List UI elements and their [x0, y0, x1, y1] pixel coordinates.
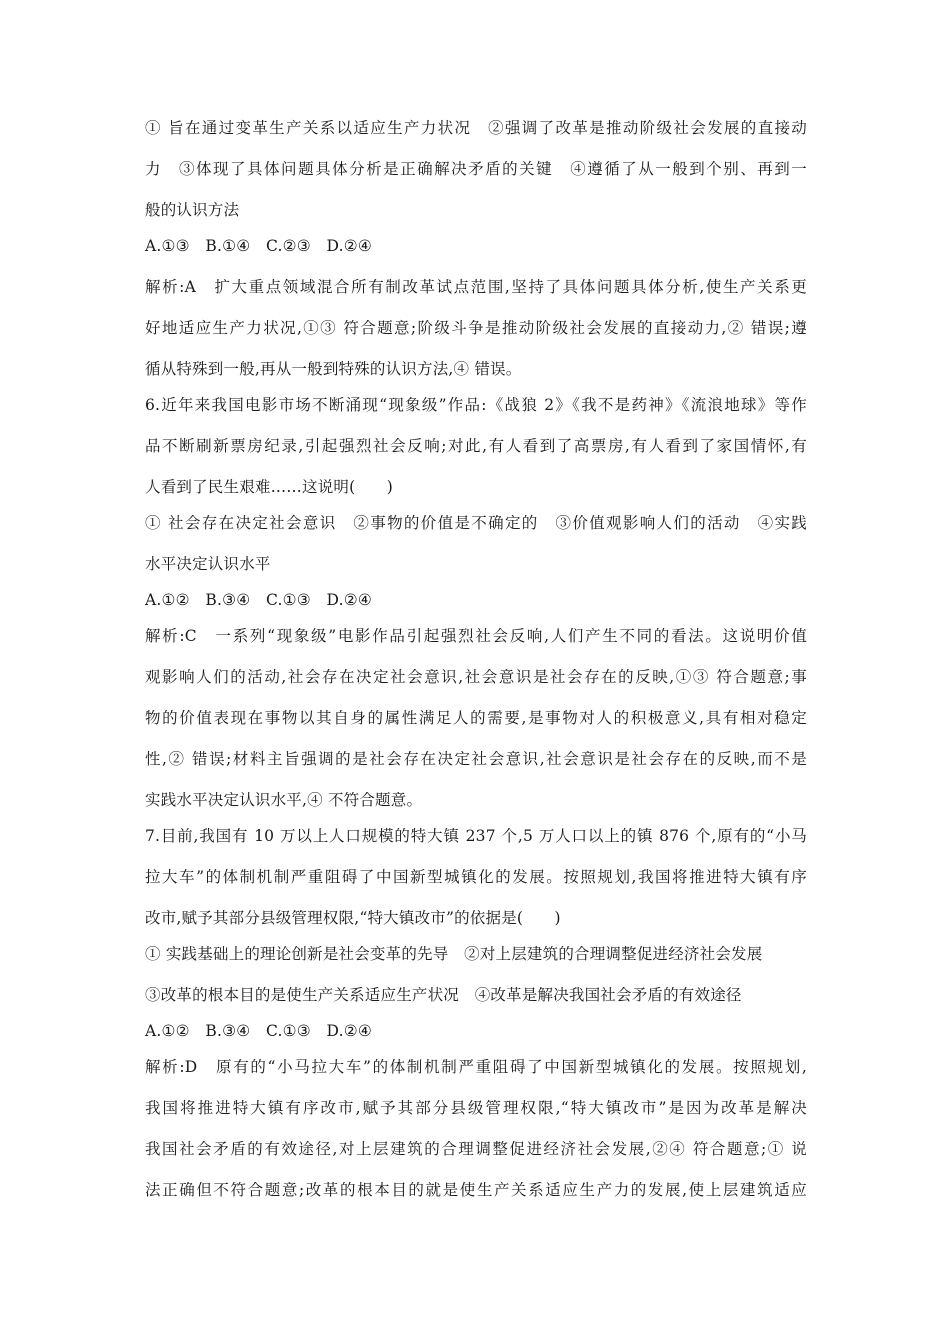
q7-statement-line-2: ③改革的根本目的是使生产关系适应生产状况 ④改革是解决我国社会矛盾的有效途径: [145, 986, 742, 1004]
q6-analysis-line-5: 实践水平决定认识水平,④ 不符合题意。: [145, 791, 423, 809]
q7-stem: [145, 826, 807, 928]
q7-stem-line-2: 拉大车”的体制机制严重阻碍了中国新型城镇化的发展。按照规划,我国将推进特大镇有序: [145, 868, 807, 886]
q7-options: A.①② B.③④ C.①③ D.②④: [145, 1022, 372, 1040]
q7-statement-line-1: ① 实践基础上的理论创新是社会变革的先导 ②对上层建筑的合理调整促进经济社会发展: [145, 945, 763, 963]
q7-analysis-line-2: 我国将推进特大镇有序改市,赋予其部分县级管理权限,“特大镇改市”是因为改革是解决: [145, 1099, 807, 1117]
q7-analysis-line-1: 解析:D 原有的“小马拉大车”的体制机制严重阻碍了中国新型城镇化的发展。按照规划,: [145, 1058, 807, 1076]
q6-analysis-line-2: 观影响人们的活动,社会存在决定社会意识,社会意识是社会存在的反映,①③ 符合题意;事: [145, 668, 807, 686]
q6-options: A.①② B.③④ C.①③ D.②④: [145, 591, 372, 609]
q5-analysis-line-1: 解析:A 扩大重点领域混合所有制改革试点范围,坚持了具体问题具体分析,使生产关系更: [145, 278, 807, 296]
q5-statement-line-3: 般的认识方法: [145, 201, 240, 219]
q6-statement-line-2: 水平决定认识水平: [145, 555, 271, 573]
q5-analysis: [145, 277, 807, 379]
q6-analysis-line-1: 解析:C 一系列“现象级”电影作品引起强烈社会反响,人们产生不同的看法。这说明价值: [145, 627, 807, 645]
q7-analysis: [145, 1057, 807, 1200]
q5-statement-line-1: ① 旨在通过变革生产关系以适应生产力状况 ②强调了改革是推动阶级社会发展的直接动: [145, 119, 807, 137]
q5-analysis-line-2: 好地适应生产力状况,①③ 符合题意;阶级斗争是推动阶级社会发展的直接动力,② 错误;遵: [145, 319, 807, 337]
q6-analysis: [145, 626, 807, 810]
q7-stem-line-1: 7.目前,我国有 10 万以上人口规模的特大镇 237 个,5 万人口以上的镇 876 个,原有的“小马: [145, 827, 807, 845]
q6-analysis-line-4: 性,② 错误;材料主旨强调的是社会存在决定社会意识,社会意识是社会存在的反映,而不是: [145, 750, 807, 768]
document-page: [145, 118, 807, 1200]
q6-statement-line-1: ① 社会存在决定社会意识 ②事物的价值是不确定的 ③价值观影响人们的活动 ④实践: [145, 514, 807, 532]
q6-statements: [145, 513, 807, 574]
q6-stem-line-3: 人看到了民生艰难……这说明( ): [145, 478, 393, 496]
q5-statements: [145, 118, 807, 220]
q6-stem-line-1: 6.近年来我国电影市场不断涌现“现象级”作品:《战狼 2》《我不是药神》《流浪地球》等作: [145, 396, 807, 414]
q7-stem-line-3: 改市,赋予其部分县级管理权限,“特大镇改市”的依据是( ): [145, 909, 561, 927]
q5-statement-line-2: 力 ③体现了具体问题具体分析是正确解决矛盾的关键 ④遵循了从一般到个别、再到一: [145, 160, 807, 178]
q5-analysis-line-3: 循从特殊到一般,再从一般到特殊的认识方法,④ 错误。: [145, 360, 522, 378]
q6-stem: [145, 395, 807, 497]
q5-options: A.①③ B.①④ C.②③ D.②④: [145, 237, 372, 255]
q7-analysis-line-4: 法正确但不符合题意;改革的根本目的就是使生产关系适应生产力的发展,使上层建筑适应: [145, 1181, 807, 1199]
q6-stem-line-2: 品不断刷新票房纪录,引起强烈社会反响;对此,有人看到了高票房,有人看到了家国情怀,有: [145, 437, 807, 455]
q7-analysis-line-3: 我国社会矛盾的有效途径,对上层建筑的合理调整促进经济社会发展,②④ 符合题意;① 说: [145, 1140, 807, 1158]
q6-analysis-line-3: 物的价值表现在事物以其自身的属性满足人的需要,是事物对人的积极意义,具有相对稳定: [145, 709, 807, 727]
q7-statements: [145, 944, 807, 1005]
